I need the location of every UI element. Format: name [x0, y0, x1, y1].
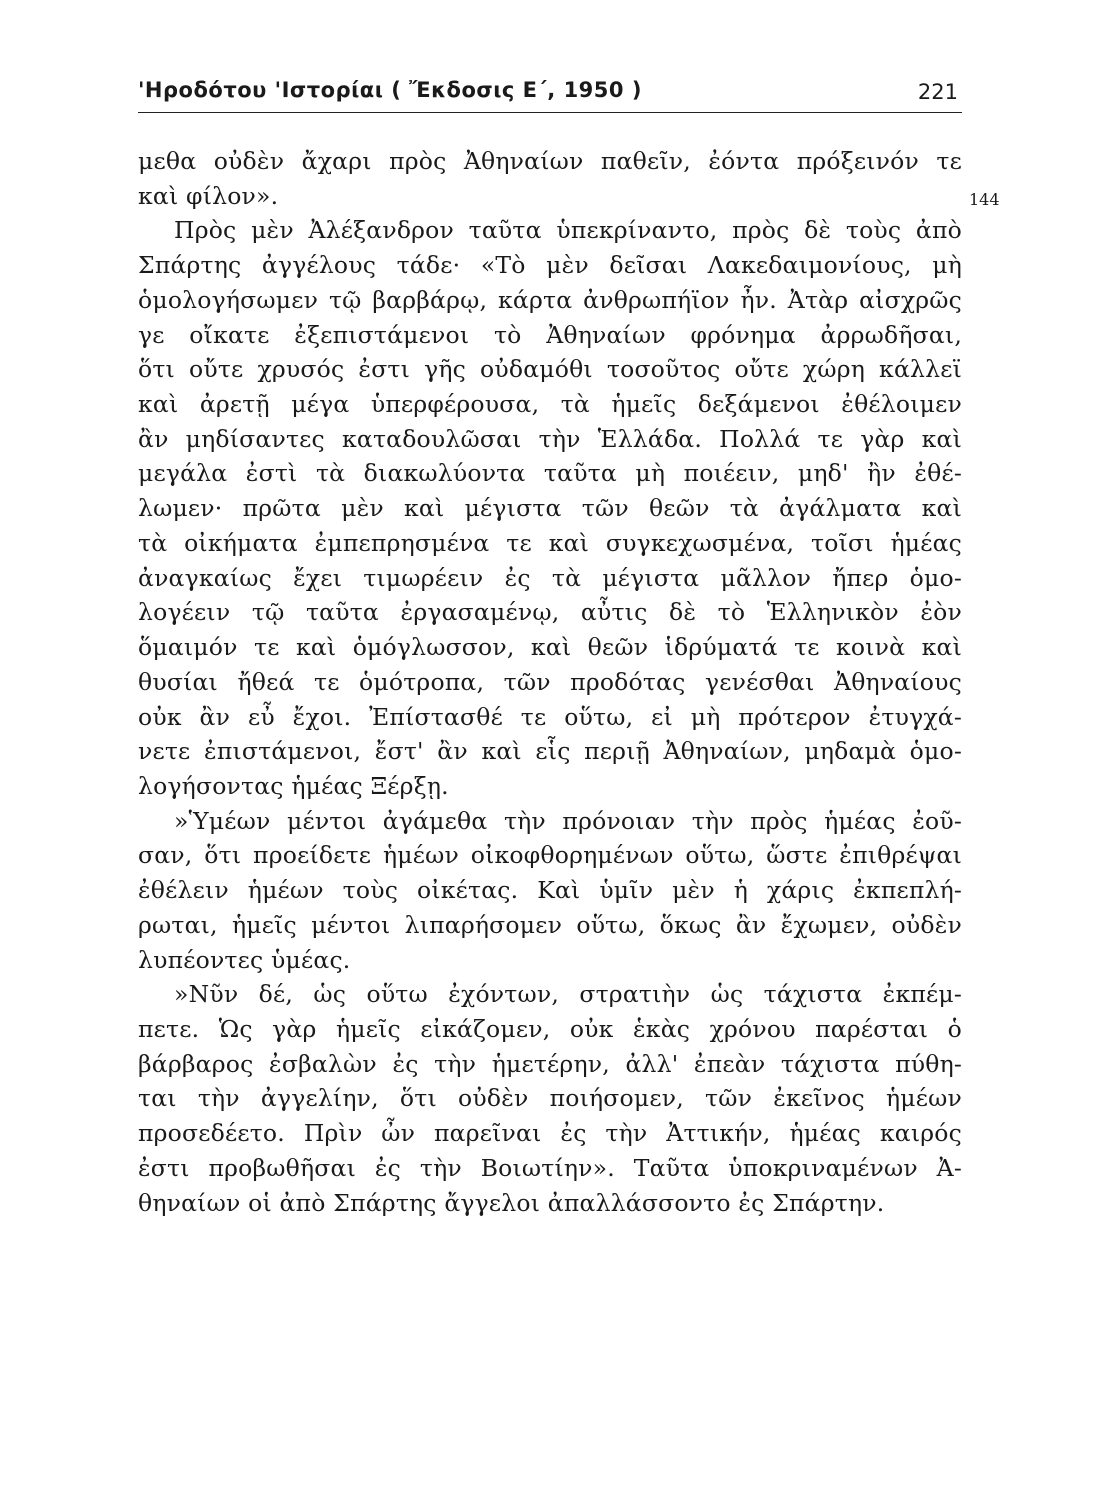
text-line: ὅτι οὔτε χρυσός ἐστι γῆς οὐδαμόθι τοσοῦτος οὔτε χώρη κάλλεϊ	[138, 355, 962, 384]
text-line: μεγάλα ἐστὶ τὰ διακωλύοντα ταῦτα μὴ ποιέειν, μηδ' ἢν ἐθέ-	[138, 459, 962, 488]
text-line: λογέειν τῷ ταῦτα ἐργασαμένῳ, αὖτις δὲ τὸ Ἑλληνικὸν ἐὸν	[138, 598, 962, 627]
text-line: »Νῦν δέ, ὡς οὕτω ἐχόντων, στρατιὴν ὡς τάχιστα ἐκπέμ-	[174, 980, 962, 1009]
text-line: »Ὑμέων μέντοι ἀγάμεθα τὴν πρόνοιαν τὴν πρὸς ἡμέας ἐοῦ-	[174, 806, 962, 835]
text-line: μεθα οὐδὲν ἄχαρι πρὸς Ἀθηναίων παθεῖν, ἐόντα πρόξεινόν τε	[138, 147, 962, 175]
text-line: γε οἴκατε ἐξεπιστάμενοι τὸ Ἀθηναίων φρόνημα ἀρρωδῆσαι,	[138, 320, 962, 349]
margin-chapter-number: 144	[969, 190, 1000, 209]
text-line: πετε. Ὡς γὰρ ἡμεῖς εἰκάζομεν, οὐκ ἑκὰς χρόνου παρέσται ὁ	[138, 1014, 962, 1043]
text-line: ἐθέλειν ἡμέων τοὺς οἰκέτας. Καὶ ὑμῖν μὲν ἡ χάρις ἐκπεπλή-	[138, 876, 962, 905]
text-line: νετε ἐπιστάμενοι, ἔστ' ἂν καὶ εἷς περιῇ Ἀθηναίων, μηδαμὰ ὁμο-	[138, 737, 962, 766]
text-line: ἀναγκαίως ἔχει τιμωρέειν ἐς τὰ μέγιστα μᾶλλον ἤπερ ὁμο-	[138, 563, 962, 592]
text-line: ὁμολογήσωμεν τῷ βαρβάρῳ, κάρτα ἀνθρωπήϊον ἦν. Ἀτὰρ αἰσχρῶς	[138, 285, 962, 314]
text-line: τὰ οἰκήματα ἐμπεπρησμένα τε καὶ συγκεχωσμένα, τοῖσι ἡμέας	[138, 528, 962, 557]
text-line: λωμεν· πρῶτα μὲν καὶ μέγιστα τῶν θεῶν τὰ ἀγάλματα καὶ	[138, 494, 962, 523]
text-line: Πρὸς μὲν Ἀλέξανδρον ταῦτα ὑπεκρίναντο, πρὸς δὲ τοὺς ἀπὸ	[174, 216, 962, 245]
text-line: λυπέοντες ὑμέας.	[138, 945, 351, 974]
text-line: βάρβαρος ἐσβαλὼν ἐς τὴν ἡμετέρην, ἀλλ' ἐπεὰν τάχιστα πύθη-	[138, 1049, 962, 1078]
body-text	[138, 144, 962, 1220]
text-line: Σπάρτης ἀγγέλους τάδε· «Τὸ μὲν δεῖσαι Λακεδαιμονίους, μὴ	[138, 251, 962, 280]
page-number: 221	[917, 80, 958, 104]
text-line: ἐστι προβωθῆσαι ἐς τὴν Βοιωτίην». Ταῦτα ὑποκριναμένων Ἀ-	[138, 1153, 962, 1182]
text-line: οὐκ ἂν εὖ ἔχοι. Ἐπίστασθέ τε οὕτω, εἰ μὴ πρότερον ἐτυγχά-	[138, 702, 962, 731]
running-title: 'Ηροδότου 'Ιστορίαι ( Ἔκδοσις Ε΄, 1950 )	[138, 78, 642, 102]
text-line: προσεδέετο. Πρὶν ὦν παρεῖναι ἐς τὴν Ἀττικήν, ἡμέας καιρός	[138, 1119, 962, 1148]
text-line: σαν, ὅτι προείδετε ἡμέων οἰκοφθορημένων οὕτω, ὥστε ἐπιθρέψαι	[138, 841, 962, 870]
text-line: ρωται, ἡμεῖς μέντοι λιπαρήσομεν οὕτω, ὅκως ἂν ἔχωμεν, οὐδὲν	[138, 910, 962, 939]
text-line: ται τὴν ἀγγελίην, ὅτι οὐδὲν ποιήσομεν, τῶν ἐκεῖνος ἡμέων	[138, 1084, 962, 1113]
text-line: θηναίων οἱ ἀπὸ Σπάρτης ἄγγελοι ἀπαλλάσσοντο ἐς Σπάρτην.	[138, 1188, 885, 1217]
text-line: θυσίαι ἤθεά τε ὁμότροπα, τῶν προδότας γενέσθαι Ἀθηναίους	[138, 667, 962, 696]
page-header	[138, 72, 962, 113]
text-line: καὶ φίλον».	[138, 181, 279, 210]
text-line: ἂν μηδίσαντες καταδουλῶσαι τὴν Ἑλλάδα. Πολλά τε γὰρ καὶ	[138, 424, 962, 453]
text-line: καὶ ἀρετῇ μέγα ὑπερφέρουσα, τὰ ἡμεῖς δεξάμενοι ἐθέλοιμεν	[138, 390, 962, 419]
text-line: ὅμαιμόν τε καὶ ὁμόγλωσσον, καὶ θεῶν ἱδρύματά τε κοινὰ καὶ	[138, 633, 962, 662]
text-line: λογήσοντας ἡμέας Ξέρξῃ.	[138, 771, 449, 800]
